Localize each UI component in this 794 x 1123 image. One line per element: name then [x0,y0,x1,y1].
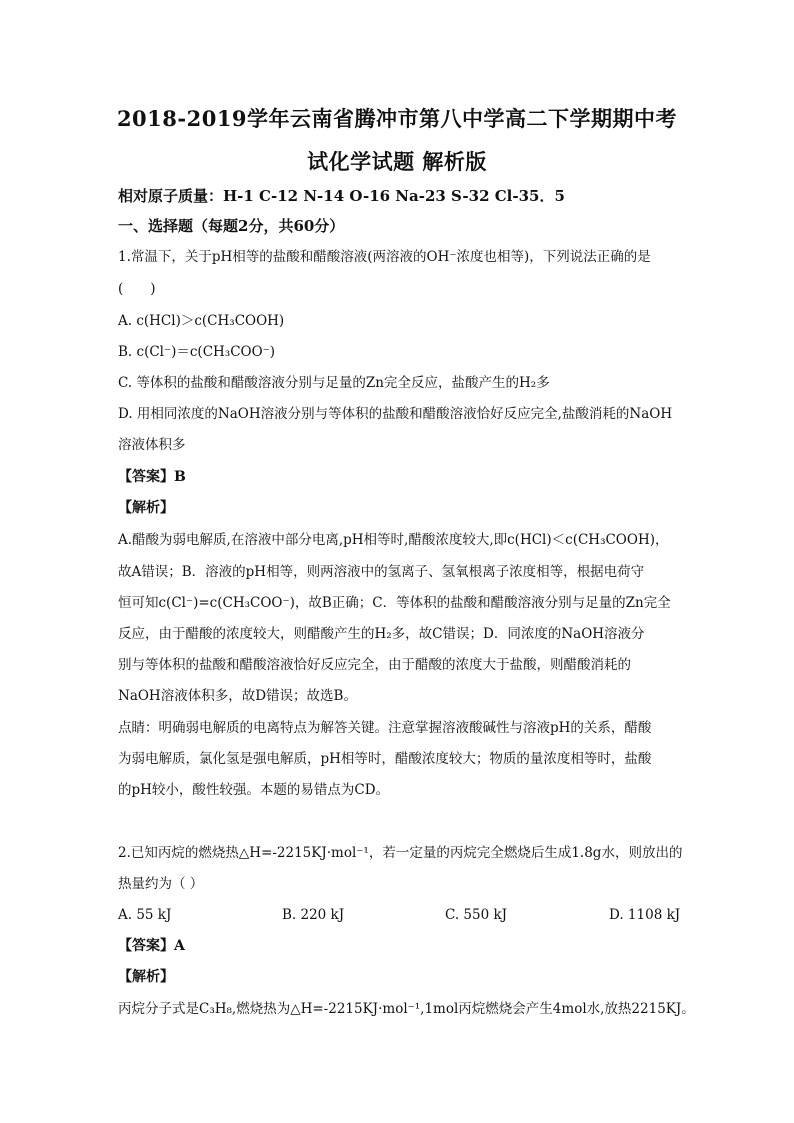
q1-analysis-line: 别与等体积的盐酸和醋酸溶液恰好反应完全，由于醋酸的浓度大于盐酸，则醋酸消耗的 [118,657,631,673]
q1-tip-line: 为弱电解质，氯化氢是强电解质，pH相等时，醋酸浓度较大；物质的量浓度相等时，盐酸 [118,751,652,767]
q1-option-b: B. c(Cl⁻)＝c(CH₃COO⁻) [118,344,276,360]
q2-option-d: D. 1108 kJ [609,907,681,923]
q2-analysis-line: 丙烷分子式是C₃H₈,燃烧热为△H=-2215KJ·mol⁻¹,1mol丙烷燃烧会产生4mol水,放热2215KJ。 [118,1001,695,1017]
q1-analysis-line: 故A错误；B．溶液的pH相等，则两溶液中的氢离子、氢氧根离子浓度相等，根据电荷守 [118,564,645,580]
q1-answer: 【答案】B [118,469,186,485]
q2-analysis-label: 【解析】 [118,969,174,985]
q1-analysis-line: NaOH溶液体积多，故D错误；故选B。 [118,688,357,704]
document-title-line2: 试化学试题 解析版 [307,149,487,174]
q1-analysis-label: 【解析】 [118,500,174,516]
q2-stem-line2: 热量约为（ ） [118,876,204,892]
q1-option-a: A. c(HCl)＞c(CH₃COOH) [118,313,285,329]
q2-option-b: B. 220 kJ [282,907,345,923]
q1-option-d-line2: 溶液体积多 [118,437,186,453]
q1-analysis-line: A.醋酸为弱电解质,在溶液中部分电离,pH相等时,醋酸浓度较大,即c(HCl)＜c(CH₃COOH)， [118,532,669,548]
q2-stem-line1: 2.已知丙烷的燃烧热△H=-2215KJ·mol⁻¹，若一定量的丙烷完全燃烧后生成1.8g水，则放出的 [118,845,683,861]
section-heading: 一、选择题（每题2分，共60分） [118,217,345,235]
q2-option-c: C. 550 kJ [445,907,508,923]
q1-analysis-line: 反应，由于醋酸的浓度较大，则醋酸产生的H₂多，故C错误；D．同浓度的NaOH溶液分 [118,626,645,642]
q1-analysis-line: 恒可知c(Cl⁻)=c(CH₃COO⁻)，故B正确；C．等体积的盐酸和醋酸溶液分别与足量的Zn完全 [118,595,671,611]
atomic-masses: 相对原子质量：H-1 C-12 N-14 O-16 Na-23 S-32 Cl-35．5 [118,187,565,205]
q1-option-c: C. 等体积的盐酸和醋酸溶液分别与足量的Zn完全反应，盐酸产生的H₂多 [118,375,550,391]
document-title-line1: 2018-2019学年云南省腾冲市第八中学高二下学期期中考 [116,106,678,131]
q2-option-a: A. 55 kJ [118,907,172,923]
q1-tip-line: 的pH较小，酸性较强。本题的易错点为CD。 [118,782,390,798]
q1-stem-line1: 1.常温下，关于pH相等的盐酸和醋酸溶液(两溶液的OH⁻浓度也相等)，下列说法正确的是 [118,249,651,265]
q1-stem-line2: ( ) [118,281,156,297]
q1-tip-line: 点睛：明确弱电解质的电离特点为解答关键。注意掌握溶液酸碱性与溶液pH的关系，醋酸 [118,720,652,736]
q2-answer: 【答案】A [118,938,185,954]
q1-option-d-line1: D. 用相同浓度的NaOH溶液分别与等体积的盐酸和醋酸溶液恰好反应完全,盐酸消耗的NaOH [118,406,673,422]
